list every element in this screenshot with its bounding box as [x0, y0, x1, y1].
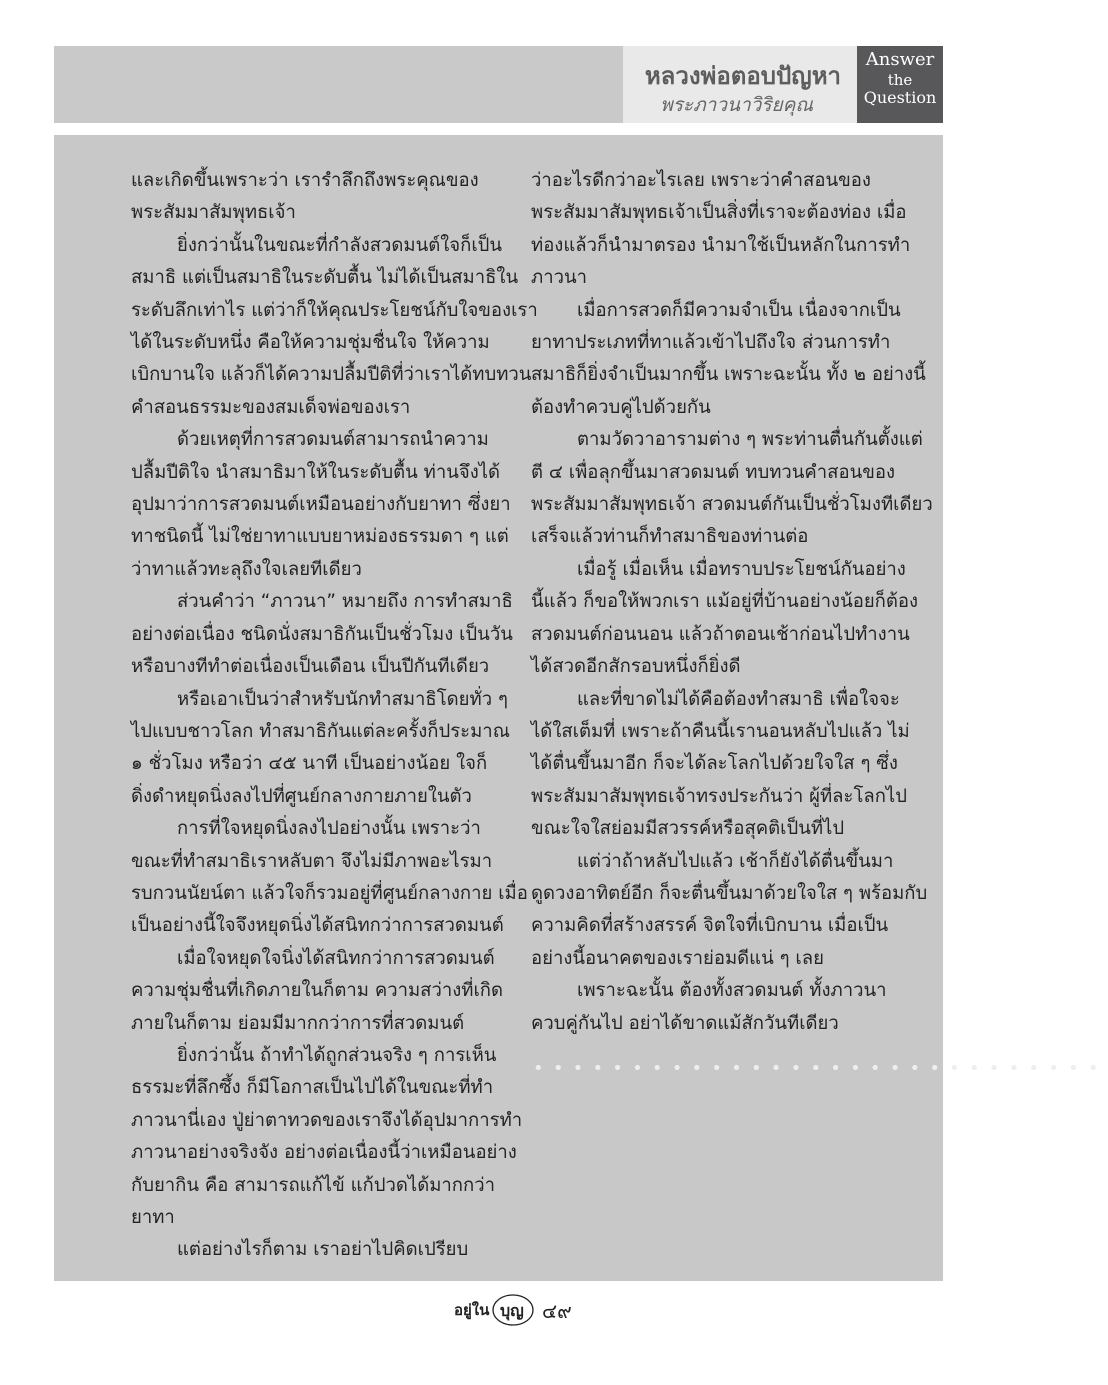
- text-line: ภาวนานี่เอง ปู่ย่าตาทวดของเราจึงได้อุปมาการทำ: [131, 1109, 523, 1131]
- text-line: ด้วยเหตุที่การสวดมนต์สามารถนำความ: [177, 429, 489, 451]
- text-line: ดูดวงอาทิตย์อีก ก็จะตื่นขึ้นมาด้วยใจใส ๆ พร้อมกับ: [531, 882, 928, 904]
- text-line: ได้สวดอีกสักรอบหนึ่งก็ยิ่งดี: [531, 656, 741, 678]
- text-line: เป็นอย่างนี้ใจจึงหยุดนิ่งได้สนิทกว่าการสวดมนต์: [131, 915, 504, 937]
- text-line: ทาชนิดนี้ ไม่ใช่ยาทาแบบยาหม่องธรรมดา ๆ แต่: [131, 526, 509, 548]
- text-line: ได้ใสเต็มที่ เพราะถ้าคืนนี้เรานอนหลับไปแล้ว ไม่: [531, 720, 910, 742]
- text-line: สมาธิก็ยิ่งจำเป็นมากขึ้น เพราะฉะนั้น ทั้ง ๒ อย่างนี้: [531, 364, 926, 386]
- text-line: ดิ่งดำหยุดนิ่งลงไปที่ศูนย์กลางกายภายในตัว: [131, 785, 472, 807]
- text-line: เมื่อรู้ เมื่อเห็น เมื่อทราบประโยชน์กันอย่าง: [577, 558, 906, 580]
- text-line: นี้แล้ว ก็ขอให้พวกเรา แม้อยู่ที่บ้านอย่างน้อยก็ต้อง: [531, 591, 919, 613]
- text-line: พระสัมมาสัมพุทธเจ้า สวดมนต์กันเป็นชั่วโมงทีเดียว: [531, 494, 933, 516]
- text-line: ธรรมะที่ลึกซึ้ง ก็มีโอกาสเป็นไปได้ในขณะที่ทำ: [131, 1077, 494, 1099]
- text-line: ยาทาประเภทที่ทาแล้วเข้าไปถึงใจ ส่วนการทำ: [531, 332, 891, 354]
- text-line: หรือเอาเป็นว่าสำหรับนักทำสมาธิโดยทั่ว ๆ: [177, 688, 508, 710]
- text-line: ได้ตื่นขึ้นมาอีก ก็จะได้ละโลกไปด้วยใจใส ๆ ซึ่ง: [531, 753, 898, 775]
- badge-line: Question: [863, 88, 937, 107]
- badge-line: Answer: [865, 49, 935, 70]
- text-line: เพราะฉะนั้น ต้องทั้งสวดมนต์ ทั้งภาวนา: [577, 980, 887, 1002]
- text-line: ตามวัดวาอารามต่าง ๆ พระท่านตื่นกันตั้งแต่: [577, 429, 923, 451]
- text-line: แต่อย่างไรก็ตาม เราอย่าไปคิดเปรียบ: [177, 1239, 469, 1261]
- text-line: เบิกบานใจ แล้วก็ได้ความปลื้มปีติที่ว่าเราได้ทบทวน: [131, 364, 532, 386]
- column-title: หลวงพ่อตอบปัญหา: [644, 62, 841, 90]
- text-line: อุปมาว่าการสวดมนต์เหมือนอย่างกับยาทา ซึ่งยา: [131, 494, 511, 516]
- text-line: ขณะใจใสย่อมมีสวรรค์หรือสุคติเป็นที่ไป: [531, 818, 845, 840]
- text-line: และเกิดขึ้นเพราะว่า เรารำลึกถึงพระคุณของ: [131, 170, 479, 191]
- svg-text:บุญ: บุญ: [500, 1301, 524, 1320]
- text-line: เมื่อใจหยุดใจนิ่งได้สนิทกว่าการสวดมนต์: [177, 947, 495, 969]
- text-line: ภาวนา: [531, 267, 588, 289]
- text-line: ปลื้มปีติใจ นำสมาธิมาให้ในระดับตื้น ท่านจึงได้: [131, 461, 501, 483]
- text-line: ๑ ชั่วโมง หรือว่า ๔๕ นาที เป็นอย่างน้อย ใจก็: [131, 753, 488, 775]
- text-line: ภายในก็ตาม ย่อมมีมากกว่าการที่สวดมนต์: [131, 1012, 465, 1034]
- text-line: ยิ่งกว่านั้นในขณะที่กำลังสวดมนต์ใจก็เป็น: [177, 234, 503, 256]
- text-line: พระสัมมาสัมพุทธเจ้า: [131, 202, 296, 224]
- dotted-end-divider: •••••••••••••••••••••••••••••: [533, 1058, 1108, 1079]
- text-line: ขณะที่ทำสมาธิเราหลับตา จึงไม่มีภาพอะไรมา: [131, 850, 493, 872]
- text-line: เสร็จแล้วท่านก็ทำสมาธิของท่านต่อ: [531, 526, 809, 548]
- svg-text:อยู่ใน: อยู่ใน: [454, 1301, 490, 1319]
- text-line: ระดับลึกเท่าไร แต่ว่าก็ให้คุณประโยชน์กับใจของเรา: [131, 299, 538, 321]
- text-line: คำสอนธรรมะของสมเด็จพ่อของเรา: [131, 396, 411, 418]
- text-line: พระสัมมาสัมพุทธเจ้าเป็นสิ่งที่เราจะต้องท่อง เมื่อ: [531, 202, 907, 224]
- text-line: ส่วนคำว่า “ภาวนา” หมายถึง การทำสมาธิ: [177, 591, 513, 613]
- text-line: ยิ่งกว่านั้น ถ้าทำได้ถูกส่วนจริง ๆ การเห็น: [177, 1044, 497, 1066]
- text-line: กับยากิน คือ สามารถแก้ไข้ แก้ปวดได้มากกว่า: [131, 1174, 495, 1196]
- column-author: พระภาวนาวิริยคุณ: [660, 94, 813, 116]
- text-line: ภาวนาอย่างจริงจัง อย่างต่อเนื่องนี้ว่าเหมือนอย่าง: [131, 1142, 517, 1164]
- text-line: ยาทา: [131, 1207, 175, 1228]
- text-line: ว่าทาแล้วทะลุถึงใจเลยทีเดียว: [131, 558, 362, 580]
- text-line: ตี ๔ เพื่อลุกขึ้นมาสวดมนต์ ทบทวนคำสอนของ: [531, 461, 896, 483]
- text-line: ควบคู่กันไป อย่าได้ขาดแม้สักวันทีเดียว: [531, 1012, 839, 1034]
- text-line: ไปแบบชาวโลก ทำสมาธิกันแต่ละครั้งก็ประมาณ: [131, 720, 510, 742]
- text-line: พระสัมมาสัมพุทธเจ้าทรงประกันว่า ผู้ที่ละโลกไป: [531, 785, 907, 807]
- text-line: สมาธิ แต่เป็นสมาธิในระดับตื้น ไม่ได้เป็นสมาธิใน: [131, 267, 519, 289]
- text-line: ว่าอะไรดีกว่าอะไรเลย เพราะว่าคำสอนของ: [531, 170, 871, 191]
- badge-line: the: [887, 71, 913, 89]
- magazine-logo: [452, 1292, 540, 1328]
- right-column: [531, 165, 933, 1040]
- text-line: และที่ขาดไม่ได้คือต้องทำสมาธิ เพื่อใจจะ: [577, 688, 900, 710]
- text-line: แต่ว่าถ้าหลับไปแล้ว เช้าก็ยังได้ตื่นขึ้นมา: [577, 850, 894, 872]
- text-line: การที่ใจหยุดนิ่งลงไปอย่างนั้น เพราะว่า: [177, 818, 481, 840]
- text-line: ท่องแล้วก็นำมาตรอง นำมาใช้เป็นหลักในการทำ: [531, 234, 911, 256]
- header-bar: [54, 46, 623, 123]
- text-line: ต้องทำควบคู่ไปด้วยกัน: [531, 396, 711, 418]
- left-column: [131, 165, 538, 1267]
- page-footer: [0, 1290, 1000, 1330]
- header-title-box: [623, 46, 857, 123]
- text-line: เมื่อการสวดก็มีความจำเป็น เนื่องจากเป็น: [577, 299, 901, 321]
- text-line: ความชุ่มชื่นที่เกิดภายในก็ตาม ความสว่างที่เกิด: [131, 980, 503, 1002]
- text-line: ได้ในระดับหนึ่ง คือให้ความชุ่มชื่นใจ ให้ความ: [131, 332, 490, 354]
- text-line: อย่างนี้อนาคตของเราย่อมดีแน่ ๆ เลย: [531, 947, 824, 969]
- text-line: หรือบางทีทำต่อเนื่องเป็นเดือน เป็นปีกันทีเดียว: [131, 656, 490, 678]
- text-line: อย่างต่อเนื่อง ชนิดนั่งสมาธิกันเป็นชั่วโมง เป็นวัน: [131, 623, 513, 645]
- page-number: ๔๙: [542, 1299, 572, 1323]
- answer-the-question-badge: [857, 46, 943, 123]
- text-line: ความคิดที่สร้างสรรค์ จิตใจที่เบิกบาน เมื่อเป็น: [531, 915, 889, 937]
- text-line: รบกวนนัยน์ตา แล้วใจก็รวมอยู่ที่ศูนย์กลางกาย เมื่อ: [131, 882, 528, 904]
- text-line: สวดมนต์ก่อนนอน แล้วถ้าตอนเช้าก่อนไปทำงาน: [531, 623, 910, 645]
